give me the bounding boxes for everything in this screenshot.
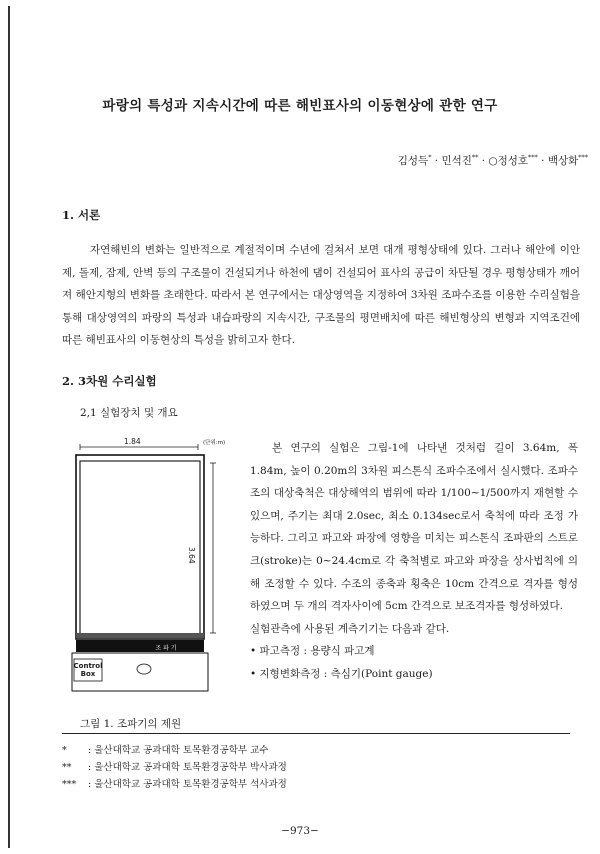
footnote-text: : 울산대학교 공과대학 토목환경공학부 교수: [88, 745, 269, 756]
section-heading-intro: 1. 서론: [62, 208, 101, 222]
control-box-label-line: Control: [73, 662, 103, 670]
footnote-mark: ***: [62, 779, 77, 790]
control-box-label-line: Box: [80, 670, 96, 678]
author-name: 민석진: [441, 155, 472, 167]
footnote: [62, 742, 268, 756]
paper-title: 파랑의 특성과 지속시간에 따른 해빈표사의 이동현상에 관한 연구: [102, 98, 498, 114]
generator-rail: [76, 633, 204, 638]
author-affil-mark: ***: [528, 153, 538, 162]
experiment-paragraph: 본 연구의 실험은 그림-1에 나타낸 것처럼 길이 3.64m, 폭 1.84m, 높이 0.20m의 3차원 피스톤식 조파수조에서 실시했다. 조파수조의 대상축척은 대상해역의 범위에 따라 1/100∼1/500까지 재현할 수 있으며, 주기는 최대 2.0sec, 최소 0.134sec로서 축척에 따라 조정 가능하다. 그리고 파고와 파장에 영향을 미치는 피스톤식 조파판의 스트로크(stroke)는 0∼24.4cm로 각 축척별로 파고와 파장을 상사법칙에 의해 조정할 수 있다. 수조의 종축과 횡축은 10cm 간격으로 격자를 형성하였으며 두 개의 격자사이에 5cm 간격으로 보조격자를 형성하였다.: [250, 442, 578, 613]
author-name: ○정성호: [488, 155, 529, 167]
intro-paragraph: 자연해빈의 변화는 일반적으로 계절적이며 수년에 걸쳐서 보면 대개 평형상태에 있다. 그러나 해안에 이안제, 돌제, 잠제, 안벽 등의 구조물이 건설되거나 하천에 댐이 건설되어 표사의 공급이 차단될 경우 평형상태가 깨어져 해안지형의 변화를 초래한다. 따라서 본 연구에서는 대상영역을 지정하여 3차원 조파수조를 이용한 수리실험을 통해 대상영역의 파랑의 특성과 내습파랑의 지속시간, 구조물의 평면배치에 따른 해빈형상의 변형과 지역조건에 따른 해빈표사의 이동현상의 특성을 밝히고자 한다.: [62, 244, 580, 347]
author-separator: ·: [481, 155, 486, 167]
author-name: 김성득: [397, 155, 429, 167]
unit-label: (단위:m): [203, 440, 226, 446]
section-heading-experiment: 2. 3차원 수리실험: [62, 374, 157, 388]
author-line: [398, 153, 588, 168]
author-affil-mark: **: [471, 153, 479, 162]
author-separator: ·: [434, 155, 439, 167]
footnote-text: : 울산대학교 공과대학 토목환경공학부 박사과정: [88, 762, 287, 773]
page-number: −973−: [281, 825, 319, 837]
instrument-item: • 파고측정 : 용량식 파고계: [250, 645, 375, 658]
instrument-intro: 실험관측에 사용된 계측기기는 다음과 같다.: [250, 622, 450, 635]
flume-inner-basin: [80, 461, 200, 635]
width-dimension-label: 1.84: [124, 437, 141, 446]
author-affil-mark: *: [428, 153, 432, 162]
flume-diagram: [66, 437, 236, 695]
author-separator: ·: [541, 155, 545, 167]
footnote-text: : 울산대학교 공과대학 토목환경공학부 석사과정: [88, 779, 287, 790]
experiment-text: [250, 437, 578, 686]
length-dimension-label: 3.64: [187, 547, 196, 564]
control-box-label: [72, 662, 104, 678]
author-affil-mark: ***: [578, 153, 588, 162]
instrument-item: • 지형변화측정 : 측심기(Point gauge): [250, 667, 433, 680]
scan-edge-line: [8, 6, 10, 848]
author-name: 백상화: [547, 155, 579, 167]
footnote: [62, 759, 287, 773]
footnote: [62, 776, 287, 790]
figure-caption: 그림 1. 조파기의 제원: [80, 718, 182, 730]
wave-flume-figure: [66, 437, 236, 695]
footnote-divider: [62, 733, 570, 734]
subsection-heading: 2,1 실험장치 및 개요: [80, 407, 178, 419]
footnote-mark: **: [62, 762, 72, 773]
generator-label: 조 파 기: [155, 645, 177, 652]
footnote-mark: *: [62, 745, 67, 756]
flume-outer-wall: [76, 455, 204, 639]
